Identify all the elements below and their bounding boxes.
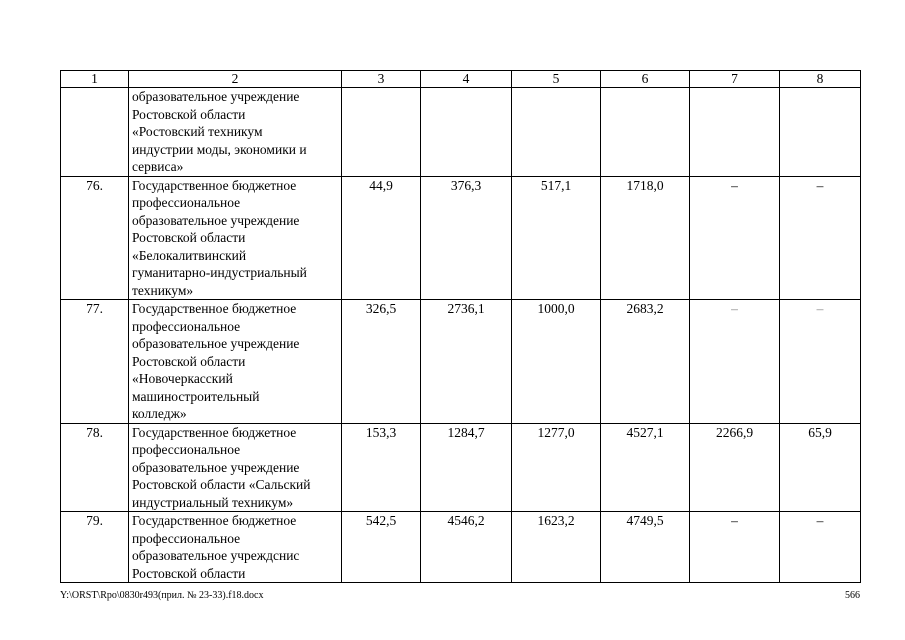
header-row bbox=[61, 71, 861, 88]
value-cell: 1623,2 bbox=[512, 512, 601, 583]
value-cell: – bbox=[780, 300, 861, 424]
header-cell: 1 bbox=[61, 71, 129, 88]
institution-name bbox=[129, 512, 342, 583]
header-cell: 7 bbox=[690, 71, 780, 88]
name-line: индустриальный техникум» bbox=[132, 494, 294, 510]
value-cell bbox=[780, 88, 861, 177]
header-cell: 3 bbox=[342, 71, 421, 88]
value-cell: 4527,1 bbox=[601, 423, 690, 512]
value-cell: 326,5 bbox=[342, 300, 421, 424]
page-number: 566 bbox=[845, 590, 860, 601]
value-cell: – bbox=[690, 300, 780, 424]
value-cell: 2683,2 bbox=[601, 300, 690, 424]
name-line: индустрии моды, экономики и bbox=[132, 141, 307, 157]
document-file-path: Y:\ORST\Rpo\0830r493(прил. № 23-33).f18.docx bbox=[60, 590, 264, 601]
value-cell: 44,9 bbox=[342, 176, 421, 300]
name-line: профессиональное bbox=[132, 442, 241, 457]
table-row bbox=[61, 88, 861, 177]
value-cell: 1718,0 bbox=[601, 176, 690, 300]
value-cell: – bbox=[690, 512, 780, 583]
value-cell bbox=[342, 88, 421, 177]
name-line: Государственное бюджетное bbox=[132, 513, 297, 528]
value-cell: 2266,9 bbox=[690, 423, 780, 512]
name-line: Ростовской области bbox=[132, 230, 246, 245]
row-number: 79. bbox=[61, 512, 129, 583]
name-line: образовательное учреждение bbox=[132, 89, 300, 104]
name-line: техникум» bbox=[132, 282, 194, 298]
value-cell bbox=[690, 88, 780, 177]
value-cell bbox=[421, 88, 512, 177]
value-cell: 153,3 bbox=[342, 423, 421, 512]
value-cell: 65,9 bbox=[780, 423, 861, 512]
value-cell: – bbox=[780, 512, 861, 583]
value-cell bbox=[601, 88, 690, 177]
row-number bbox=[61, 88, 129, 177]
table-row bbox=[61, 300, 861, 424]
institution-name bbox=[129, 423, 342, 512]
institution-name bbox=[129, 88, 342, 177]
header-cell: 4 bbox=[421, 71, 512, 88]
name-line: профессиональное bbox=[132, 318, 241, 334]
name-line: Ростовской области bbox=[132, 565, 246, 581]
row-number: 77. bbox=[61, 300, 129, 424]
name-line: образовательное учреждение bbox=[132, 336, 300, 351]
name-line: сервиса» bbox=[132, 159, 184, 174]
row-number: 78. bbox=[61, 423, 129, 512]
name-line: Ростовской области «Сальский bbox=[132, 477, 311, 492]
name-line: «Новочеркасский bbox=[132, 371, 233, 386]
name-line: колледж» bbox=[132, 406, 187, 421]
value-cell: 4749,5 bbox=[601, 512, 690, 583]
value-cell: 1000,0 bbox=[512, 300, 601, 424]
table-row bbox=[61, 423, 861, 512]
name-line: «Белокалитвинский bbox=[132, 247, 247, 263]
header-cell: 2 bbox=[129, 71, 342, 88]
value-cell: 542,5 bbox=[342, 512, 421, 583]
value-cell: – bbox=[690, 176, 780, 300]
value-cell bbox=[512, 88, 601, 177]
institution-name bbox=[129, 176, 342, 300]
name-line: Государственное бюджетное bbox=[132, 301, 297, 316]
name-line: образовательное учреждение bbox=[132, 212, 300, 228]
name-line: Государственное бюджетное bbox=[132, 424, 297, 440]
budget-table bbox=[60, 70, 861, 583]
value-cell: 1284,7 bbox=[421, 423, 512, 512]
value-cell: – bbox=[780, 176, 861, 300]
row-number: 76. bbox=[61, 176, 129, 300]
value-cell: 4546,2 bbox=[421, 512, 512, 583]
value-cell: 376,3 bbox=[421, 176, 512, 300]
header-cell: 5 bbox=[512, 71, 601, 88]
name-line: образовательное учреждение bbox=[132, 459, 300, 475]
name-line: Ростовской области bbox=[132, 106, 246, 122]
name-line: профессиональное bbox=[132, 195, 241, 210]
table-row bbox=[61, 176, 861, 300]
institution-name bbox=[129, 300, 342, 424]
value-cell: 1277,0 bbox=[512, 423, 601, 512]
name-line: профессиональное bbox=[132, 530, 241, 546]
header-cell: 8 bbox=[780, 71, 861, 88]
name-line: Государственное бюджетное bbox=[132, 177, 297, 193]
value-cell: 2736,1 bbox=[421, 300, 512, 424]
name-line: «Ростовский техникум bbox=[132, 124, 263, 139]
value-cell: 517,1 bbox=[512, 176, 601, 300]
header-cell: 6 bbox=[601, 71, 690, 88]
name-line: машиностроительный bbox=[132, 388, 260, 404]
table-row bbox=[61, 512, 861, 583]
name-line: Ростовской области bbox=[132, 353, 246, 369]
name-line: образовательное учреждснис bbox=[132, 548, 300, 563]
name-line: гуманитарно-индустриальный bbox=[132, 265, 307, 280]
